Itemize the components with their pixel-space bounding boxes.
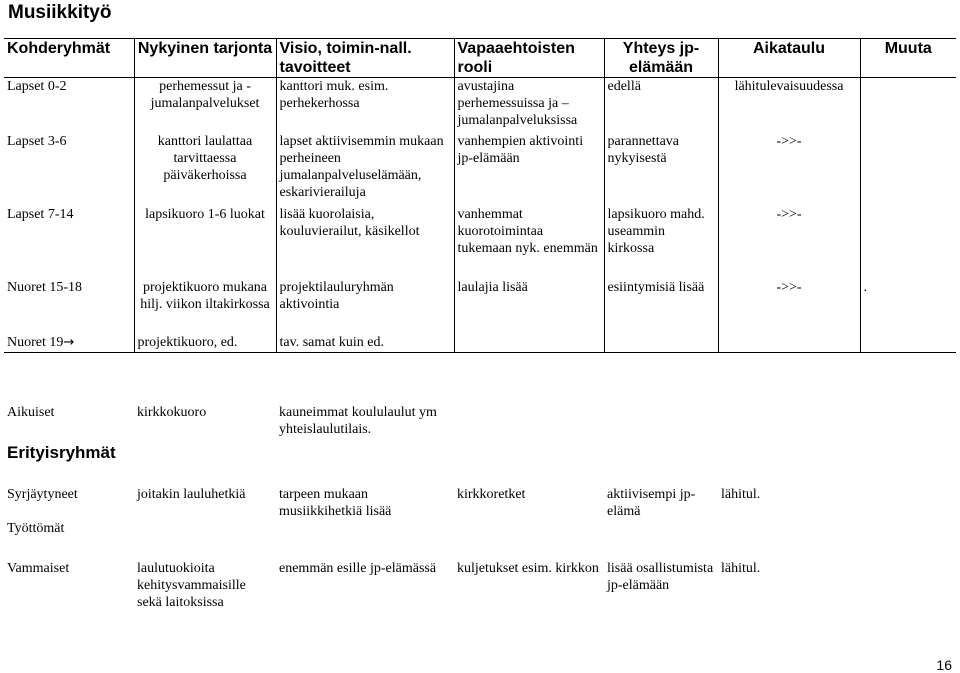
cell-group: Lapset 3-6	[7, 134, 67, 149]
table-row	[4, 404, 774, 438]
cell-volunteers: kirkkoretket	[457, 487, 526, 502]
header-groups: Kohderyhmät	[4, 39, 134, 78]
table-row	[4, 279, 956, 334]
table-row	[4, 486, 774, 520]
cell-other	[860, 133, 956, 206]
cell-volunteers: laulajia lisää	[454, 279, 604, 334]
table-row	[4, 560, 774, 611]
cell-current: lapsikuoro 1-6 luokat	[134, 206, 276, 279]
cell-volunteers: avustajina perhemessuissa ja – jumalanpalveluksissa	[454, 78, 604, 134]
cell-other: .	[860, 279, 956, 334]
table-row	[4, 206, 956, 279]
cell-schedule: ->>-	[718, 206, 860, 279]
cell-current: kanttori laulattaa tarvittaessa päiväkerhoissa	[134, 133, 276, 206]
cell-schedule: ->>-	[718, 133, 860, 206]
cell-group: Nuoret 15-18	[7, 280, 83, 295]
table-row	[4, 133, 956, 206]
cell-current: projektikuoro mukana hilj. viikon iltakirkossa	[134, 279, 276, 334]
cell-group: Työttömät	[7, 521, 65, 536]
cell-other	[860, 78, 956, 134]
table-row	[4, 520, 774, 560]
cell-vision: lisää kuorolaisia, kouluvierailut, käsikellot	[276, 206, 454, 279]
header-schedule: Aikataulu	[718, 39, 860, 78]
cell-vision: kauneimmat koululaulut ym yhteislaulutilais.	[279, 405, 437, 437]
cell-current: laulutuokioita kehitysvammaisille sekä laitoksissa	[137, 561, 246, 610]
target-groups-table	[4, 38, 956, 353]
cell-volunteers: vanhempien aktivointi jp-elämään	[454, 133, 604, 206]
cell-connection: lisää osallistumista jp-elämään	[607, 561, 714, 593]
cell-vision: tarpeen mukaan musiikkihetkiä lisää	[279, 487, 392, 519]
cell-current: joitakin lauluhetkiä	[137, 487, 246, 502]
cell-group	[4, 334, 134, 353]
cell-volunteers: vanhemmat kuorotoimintaa tukemaan nyk. enemmän	[454, 206, 604, 279]
header-volunteers: Vapaaehtoisten rooli	[454, 39, 604, 78]
cell-schedule: ->>-	[718, 279, 860, 334]
page-number: 16	[936, 657, 952, 673]
cell-volunteers	[454, 334, 604, 353]
table-row	[4, 78, 956, 134]
header-vision: Visio, toimin-nall. tavoitteet	[276, 39, 454, 78]
table-row	[4, 334, 956, 353]
cell-connection: parannettava nykyisestä	[604, 133, 718, 206]
group-label: Nuoret 19	[7, 335, 64, 350]
cell-group: Vammaiset	[7, 561, 70, 576]
header-connection: Yhteys jp-elämään	[604, 39, 718, 78]
cell-vision: tav. samat kuin ed.	[276, 334, 454, 353]
cell-other	[860, 206, 956, 279]
section-heading-row	[4, 438, 774, 486]
cell-vision: projektilauluryhmän aktivointia	[276, 279, 454, 334]
header-other: Muuta	[860, 39, 956, 78]
cell-vision: enemmän esille jp-elämässä	[279, 561, 437, 576]
cell-current: perhemessut ja - jumalanpalvelukset	[134, 78, 276, 134]
cell-current: projektikuoro, ed.	[134, 334, 276, 353]
cell-schedule: lähitulevaisuudessa	[718, 78, 860, 134]
cell-schedule: lähitul.	[721, 561, 761, 576]
cell-connection: lapsikuoro mahd. useammin kirkossa	[604, 206, 718, 279]
cell-schedule: lähitul.	[721, 487, 761, 502]
section-heading-special: Erityisryhmät	[7, 443, 116, 462]
cell-volunteers: kuljetukset esim. kirkkon	[457, 561, 599, 576]
cell-connection: edellä	[604, 78, 718, 134]
page-title: Musiikkityö	[8, 2, 112, 23]
cell-connection: esiintymisiä lisää	[604, 279, 718, 334]
header-current: Nykyinen tarjonta	[134, 39, 276, 78]
cell-group: Syrjäytyneet	[7, 487, 78, 502]
cell-other	[860, 334, 956, 353]
cell-group: Lapset 7-14	[7, 207, 74, 222]
cell-connection	[604, 334, 718, 353]
cell-vision: kanttori muk. esim. perhekerhossa	[276, 78, 454, 134]
cell-group: Aikuiset	[7, 405, 55, 420]
table-header-row	[4, 39, 956, 78]
cell-connection: aktiivisempi jp-elämä	[607, 487, 696, 519]
arrow-right-icon: →	[63, 335, 75, 350]
cell-vision: lapset aktiivisemmin mukaan perheineen jumalanpalveluselämään, eskarivierailuja	[276, 133, 454, 206]
cell-group: Lapset 0-2	[7, 79, 67, 94]
adults-special-table	[4, 404, 774, 611]
cell-schedule	[718, 334, 860, 353]
cell-current: kirkkokuoro	[137, 405, 207, 420]
